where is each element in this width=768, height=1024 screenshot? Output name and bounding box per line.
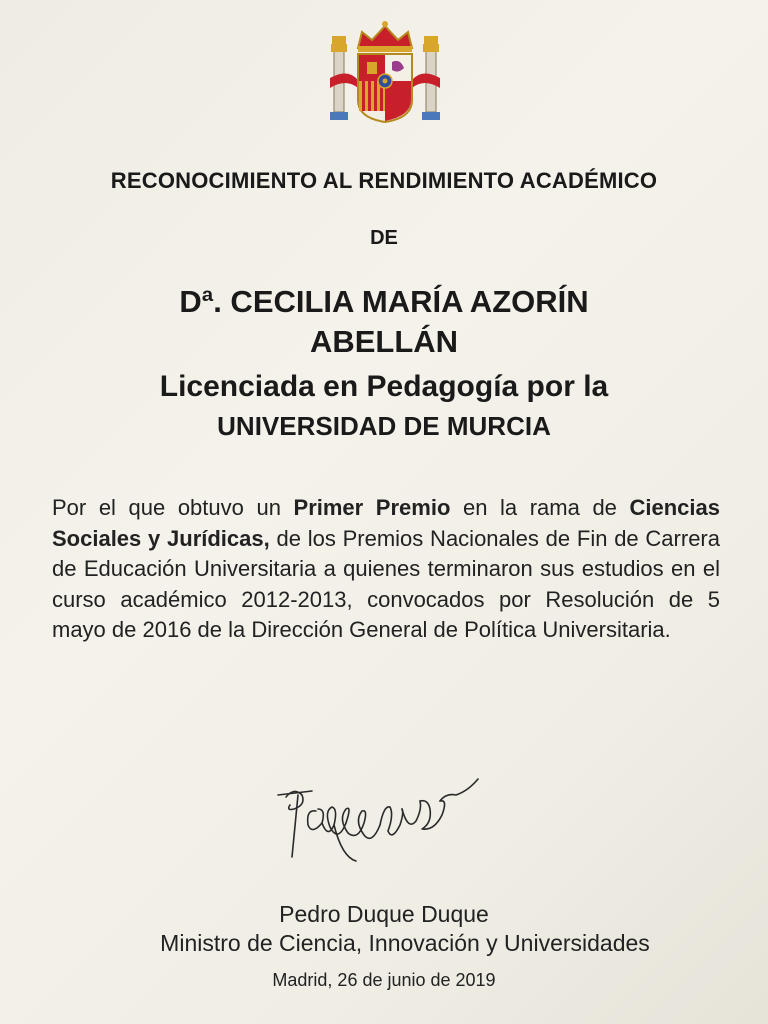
- handwritten-signature-icon: [272, 765, 492, 870]
- degree-line: Licenciada en Pedagogía por la: [159, 370, 609, 403]
- body-text-part3: de los Premios Nacionales de Fin de Carrera de Educación Universitaria a quienes terminaron sus estudios en el curso académico 2012-2013, convocados por Resolución de 5 mayo de 2016 de la Dirección General de Política Universitaria.: [52, 525, 720, 642]
- recipient-name-line2: ABELLÁN: [309, 324, 459, 359]
- certificate-title: RECONOCIMIENTO AL RENDIMIENTO ACADÉMICO: [110, 168, 658, 193]
- recipient-name: [0, 282, 768, 362]
- university-name: UNIVERSIDAD DE MURCIA: [217, 411, 551, 441]
- body-text-part1: Por el que obtuvo un: [52, 495, 294, 520]
- place-and-date: Madrid, 26 de junio de 2019: [272, 970, 496, 990]
- recipient-name-line1: Dª. CECILIA MARÍA AZORÍN: [179, 284, 589, 319]
- field-name: Ciencias Sociales y Jurídicas,: [52, 495, 720, 551]
- award-description: [52, 493, 720, 646]
- signatory-role: Ministro de Ciencia, Innovación y Universidades: [160, 930, 650, 956]
- signatory-name: Pedro Duque Duque: [279, 901, 489, 927]
- spain-coat-of-arms-icon: [328, 18, 442, 130]
- body-text-part2: en la rama de: [450, 495, 630, 520]
- connector-word: DE: [370, 227, 398, 249]
- award-name: Primer Premio: [293, 495, 451, 520]
